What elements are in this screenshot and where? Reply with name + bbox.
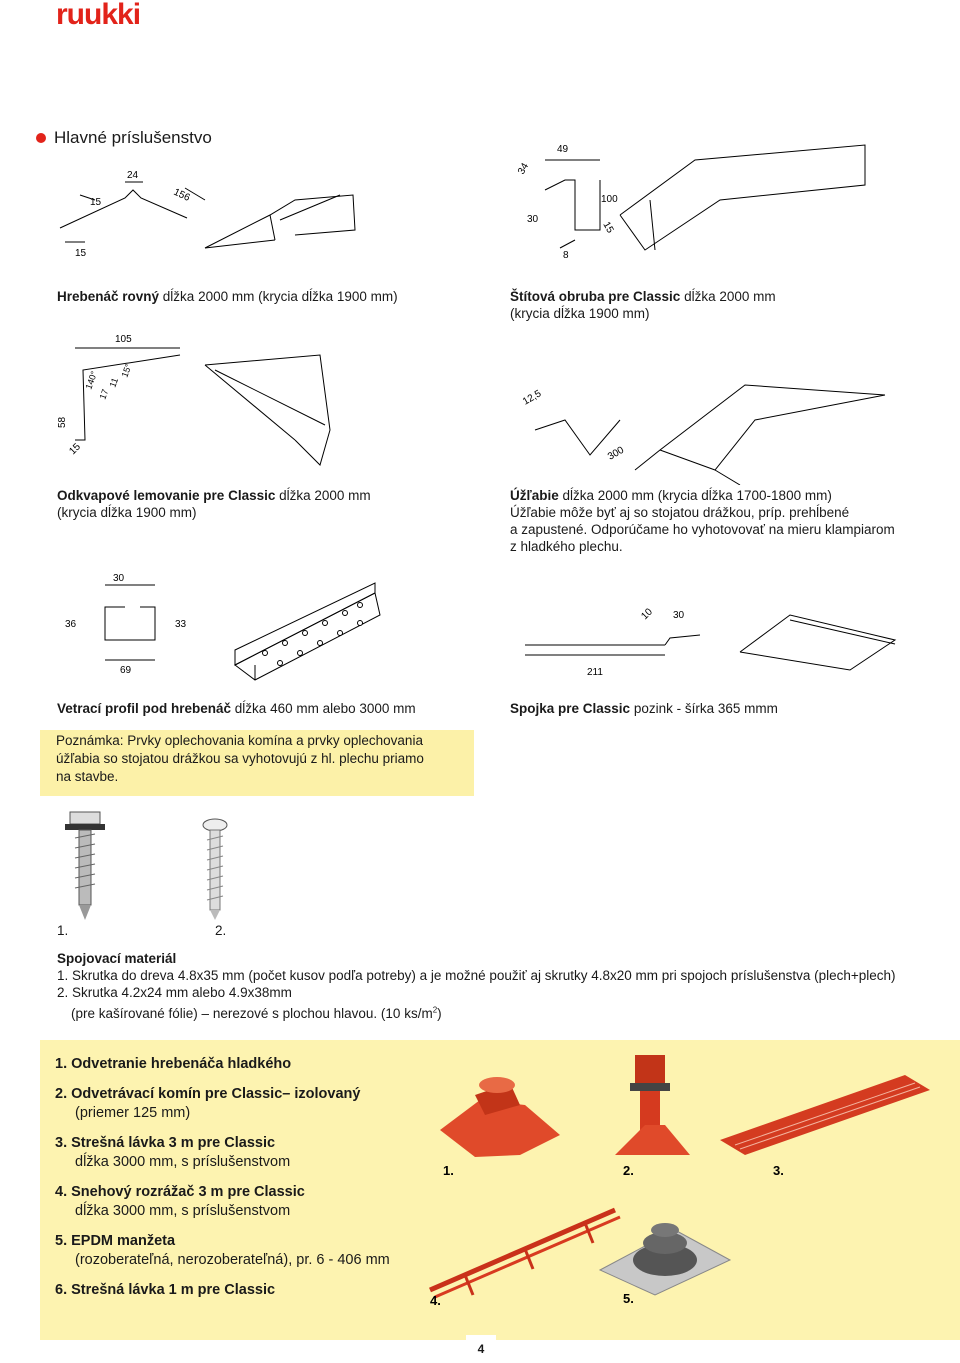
accessory-2: 2. Odvetrávací komín pre Classic– izolovaný (priemer 125 mm) xyxy=(55,1085,361,1121)
screw-2-icon xyxy=(203,819,227,920)
photo-label-3: 3. xyxy=(773,1163,784,1178)
eaves-caption xyxy=(57,487,371,521)
eaves-drawing xyxy=(55,330,375,475)
section-title-text: Hlavné príslušenstvo xyxy=(54,128,212,147)
note-line-1: Poznámka: Prvky oplechovania komína a prvky oplechovania xyxy=(56,733,423,748)
fasteners-line-3-end: ) xyxy=(437,1005,442,1021)
dim-gable-3: 100 xyxy=(601,194,618,205)
dim-valley-1: 12,5 xyxy=(521,388,544,408)
dim-eaves-3: 17 xyxy=(97,387,111,401)
photo-label-1: 1. xyxy=(443,1163,454,1178)
dim-gable-2: 34 xyxy=(516,161,532,177)
dim-gable-1: 49 xyxy=(557,144,569,155)
logo-text: ruukki xyxy=(56,0,141,30)
gable-desc: dĺžka 2000 mm xyxy=(680,289,776,304)
gable-drawing xyxy=(505,140,905,265)
gable-caption xyxy=(510,288,776,322)
eaves-name: Odkvapové lemovanie pre Classic xyxy=(57,488,276,503)
dim-vent-2: 36 xyxy=(65,619,77,630)
vent-profile-drawing xyxy=(55,565,435,685)
dim-eaves-5: 15° xyxy=(119,362,134,379)
epdm-flashing-image xyxy=(600,1223,730,1295)
dim-gable-5: 15 xyxy=(600,220,616,236)
ridge-vent-image xyxy=(440,1077,560,1157)
fasteners-line-2: 2. Skrutka 4.2x24 mm alebo 4.9x38mm xyxy=(57,985,292,1000)
fasteners-line-3: (pre kašírované fólie) – nerezové s plochou hlavou. (10 ks/m xyxy=(71,1005,433,1021)
dim-vent-1: 30 xyxy=(113,573,125,584)
ridge-desc: dĺžka 2000 mm (krycia dĺžka 1900 mm) xyxy=(159,289,398,304)
note-line-3: na stavbe. xyxy=(56,769,119,784)
eaves-desc: dĺžka 2000 mm xyxy=(275,488,371,503)
gable-name: Štítová obruba pre Classic xyxy=(510,289,681,304)
ridge-caption xyxy=(57,288,398,305)
accessory-4: 4. Snehový rozrážač 3 m pre Classic dĺžka 3000 mm, s príslušenstvom xyxy=(55,1183,305,1219)
accessory-1: 1. Odvetranie hrebenáča hladkého xyxy=(55,1056,292,1072)
vent-chimney-image xyxy=(615,1055,690,1155)
dim-vent-4: 69 xyxy=(120,665,132,676)
note-line-2: úžľabia so stojatou drážkou sa vyhotovujú z hl. plechu priamo xyxy=(56,751,424,766)
accessory-5: 5. EPDM manžeta (rozoberateľná, nerozoberateľná), pr. 6 - 406 mm xyxy=(55,1232,390,1268)
bullet-icon xyxy=(36,133,46,143)
valley-name: Úžľabie xyxy=(510,488,559,503)
dim-connector-3: 211 xyxy=(587,667,603,678)
valley-desc-2: Úžľabie môže byť aj so stojatou drážkou, príp. prehĺbené xyxy=(510,505,850,520)
accessories-list xyxy=(55,1055,390,1310)
gable-desc-2: (krycia dĺžka 1900 mm) xyxy=(510,306,650,321)
fasteners-sup: 2 xyxy=(432,1005,438,1014)
dim-gable-4: 30 xyxy=(527,214,539,225)
screw-1-label: 1. xyxy=(57,923,69,938)
dim-connector-2: 30 xyxy=(673,610,685,621)
accessory-images xyxy=(425,1045,945,1305)
fasteners-text xyxy=(57,950,896,1022)
photo-label-5: 5. xyxy=(623,1291,634,1305)
valley-drawing xyxy=(505,375,905,485)
dim-ridge-1: 15 xyxy=(90,197,102,208)
dim-eaves-4: 11 xyxy=(107,376,121,389)
walkway-image xyxy=(720,1075,930,1155)
valley-desc: dĺžka 2000 mm (krycia dĺžka 1700-1800 mm) xyxy=(558,488,832,503)
dim-ridge-4: 15 xyxy=(75,248,87,259)
section-title xyxy=(36,128,212,148)
vent-name: Vetrací profil pod hrebenáč xyxy=(57,701,232,716)
note-box xyxy=(40,730,474,796)
ruukki-logo xyxy=(56,0,174,30)
vent-holes xyxy=(263,603,363,666)
dim-gable-6: 8 xyxy=(563,250,569,261)
dim-eaves-2: 140° xyxy=(83,369,100,391)
photo-label-4: 4. xyxy=(430,1293,441,1305)
screws-drawing xyxy=(55,810,255,935)
connector-drawing xyxy=(505,600,905,690)
fasteners-line-1: 1. Skrutka do dreva 4.8x35 mm (počet kusov podľa potreby) a je možné použiť aj skrutky 4.8x20 mm pri spojoch príslušenstva (plech+plech) xyxy=(57,968,896,983)
dim-valley-2: 300 xyxy=(606,444,626,463)
dim-vent-3: 33 xyxy=(175,619,187,630)
page-number: 4 xyxy=(466,1335,496,1359)
dim-ridge-3: 156 xyxy=(171,186,192,204)
eaves-desc-2: (krycia dĺžka 1900 mm) xyxy=(57,505,197,520)
connector-desc: pozink - šírka 365 mmm xyxy=(630,701,778,716)
vent-desc: dĺžka 460 mm alebo 3000 mm xyxy=(231,701,416,716)
valley-desc-4: z hladkého plechu. xyxy=(510,539,623,554)
valley-desc-3: a zapustené. Odporúčame ho vyhotovovať na mieru klampiarom xyxy=(510,522,895,537)
fasteners-title: Spojovací materiál xyxy=(57,951,177,966)
valley-caption xyxy=(510,487,895,555)
dim-ridge-2: 24 xyxy=(127,170,139,181)
dim-eaves-6: 58 xyxy=(57,416,68,428)
connector-name: Spojka pre Classic xyxy=(510,701,631,716)
photo-label-2: 2. xyxy=(623,1163,634,1178)
ridge-drawing xyxy=(55,160,375,270)
dim-eaves-7: 15 xyxy=(67,441,83,458)
ridge-name: Hrebenáč rovný xyxy=(57,289,160,304)
connector-caption xyxy=(510,700,778,717)
accessory-6: 6. Strešná lávka 1 m pre Classic xyxy=(55,1281,276,1298)
screw-1-icon xyxy=(65,812,105,920)
screw-2-label: 2. xyxy=(215,923,227,938)
vent-caption xyxy=(57,700,416,717)
dim-connector-1: 10 xyxy=(639,606,655,623)
dim-eaves-1: 105 xyxy=(115,334,132,345)
accessory-3: 3. Strešná lávka 3 m pre Classic dĺžka 3000 mm, s príslušenstvom xyxy=(55,1134,291,1170)
snow-guard-image xyxy=(430,1210,620,1297)
